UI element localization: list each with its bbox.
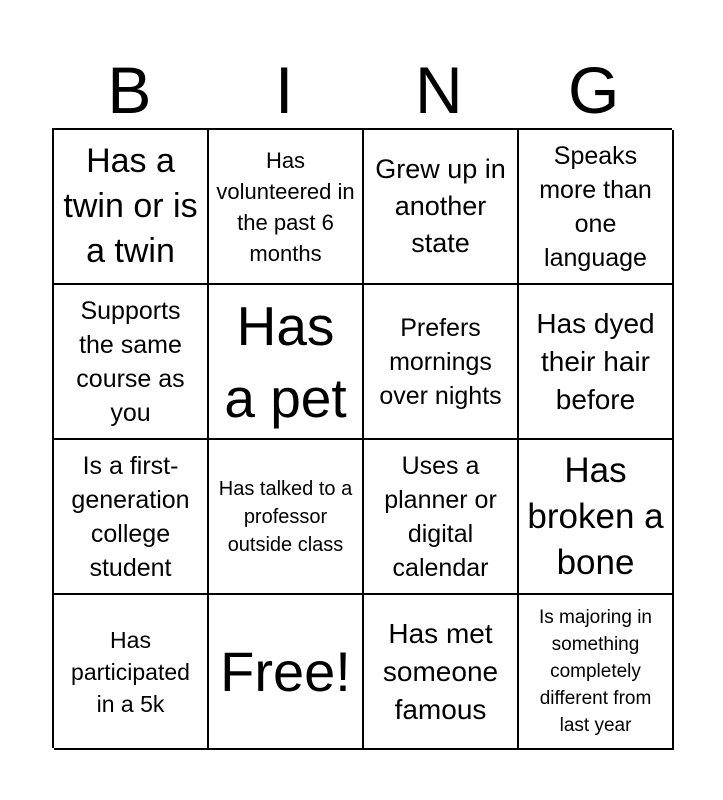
cell-text: Has broken a bone bbox=[527, 450, 664, 582]
bingo-cell[interactable] bbox=[519, 130, 674, 285]
header-letter-i: I bbox=[274, 53, 294, 127]
header-letter-b: B bbox=[107, 53, 152, 127]
bingo-cell[interactable] bbox=[54, 130, 209, 285]
bingo-cell[interactable] bbox=[54, 440, 209, 595]
cell-text: Has dyed their hair before bbox=[536, 307, 655, 415]
cell-text: Has participated in a 5k bbox=[71, 626, 190, 717]
cell-text: Has volunteered in the past 6 months bbox=[216, 147, 355, 266]
cell-text: Has a twin or is a twin bbox=[63, 142, 198, 270]
bingo-cell[interactable] bbox=[209, 130, 364, 285]
bingo-header bbox=[52, 52, 671, 128]
cell-text: Speaks more than one language bbox=[539, 141, 652, 272]
bingo-board bbox=[52, 128, 672, 748]
cell-text: Has met someone famous bbox=[382, 617, 499, 725]
cell-text: Supports the same course as you bbox=[76, 296, 185, 427]
bingo-cell[interactable] bbox=[209, 285, 364, 440]
bingo-cell[interactable] bbox=[364, 595, 519, 750]
header-letter-n: N bbox=[415, 53, 463, 127]
bingo-cell[interactable] bbox=[364, 130, 519, 285]
bingo-cell[interactable] bbox=[209, 440, 364, 595]
bingo-cell[interactable] bbox=[54, 285, 209, 440]
bingo-cell[interactable] bbox=[519, 285, 674, 440]
bingo-cell[interactable] bbox=[519, 595, 674, 750]
cell-text: Has a pet bbox=[224, 294, 347, 429]
cell-text: Grew up in another state bbox=[375, 154, 506, 258]
free-space-text: Free! bbox=[220, 639, 351, 703]
header-letter-g: G bbox=[567, 53, 620, 127]
bingo-cell[interactable] bbox=[519, 440, 674, 595]
bingo-cell[interactable] bbox=[364, 440, 519, 595]
cell-text: Has talked to a professor outside class bbox=[218, 477, 353, 556]
cell-text: Prefers mornings over nights bbox=[379, 313, 502, 410]
free-space-cell[interactable] bbox=[209, 595, 364, 750]
bingo-cell[interactable] bbox=[54, 595, 209, 750]
cell-text: Is majoring in something completely different from last year bbox=[539, 607, 652, 736]
cell-text: Is a first-generation college student bbox=[71, 451, 190, 582]
cell-text: Uses a planner or digital calendar bbox=[384, 451, 497, 582]
bingo-cell[interactable] bbox=[364, 285, 519, 440]
